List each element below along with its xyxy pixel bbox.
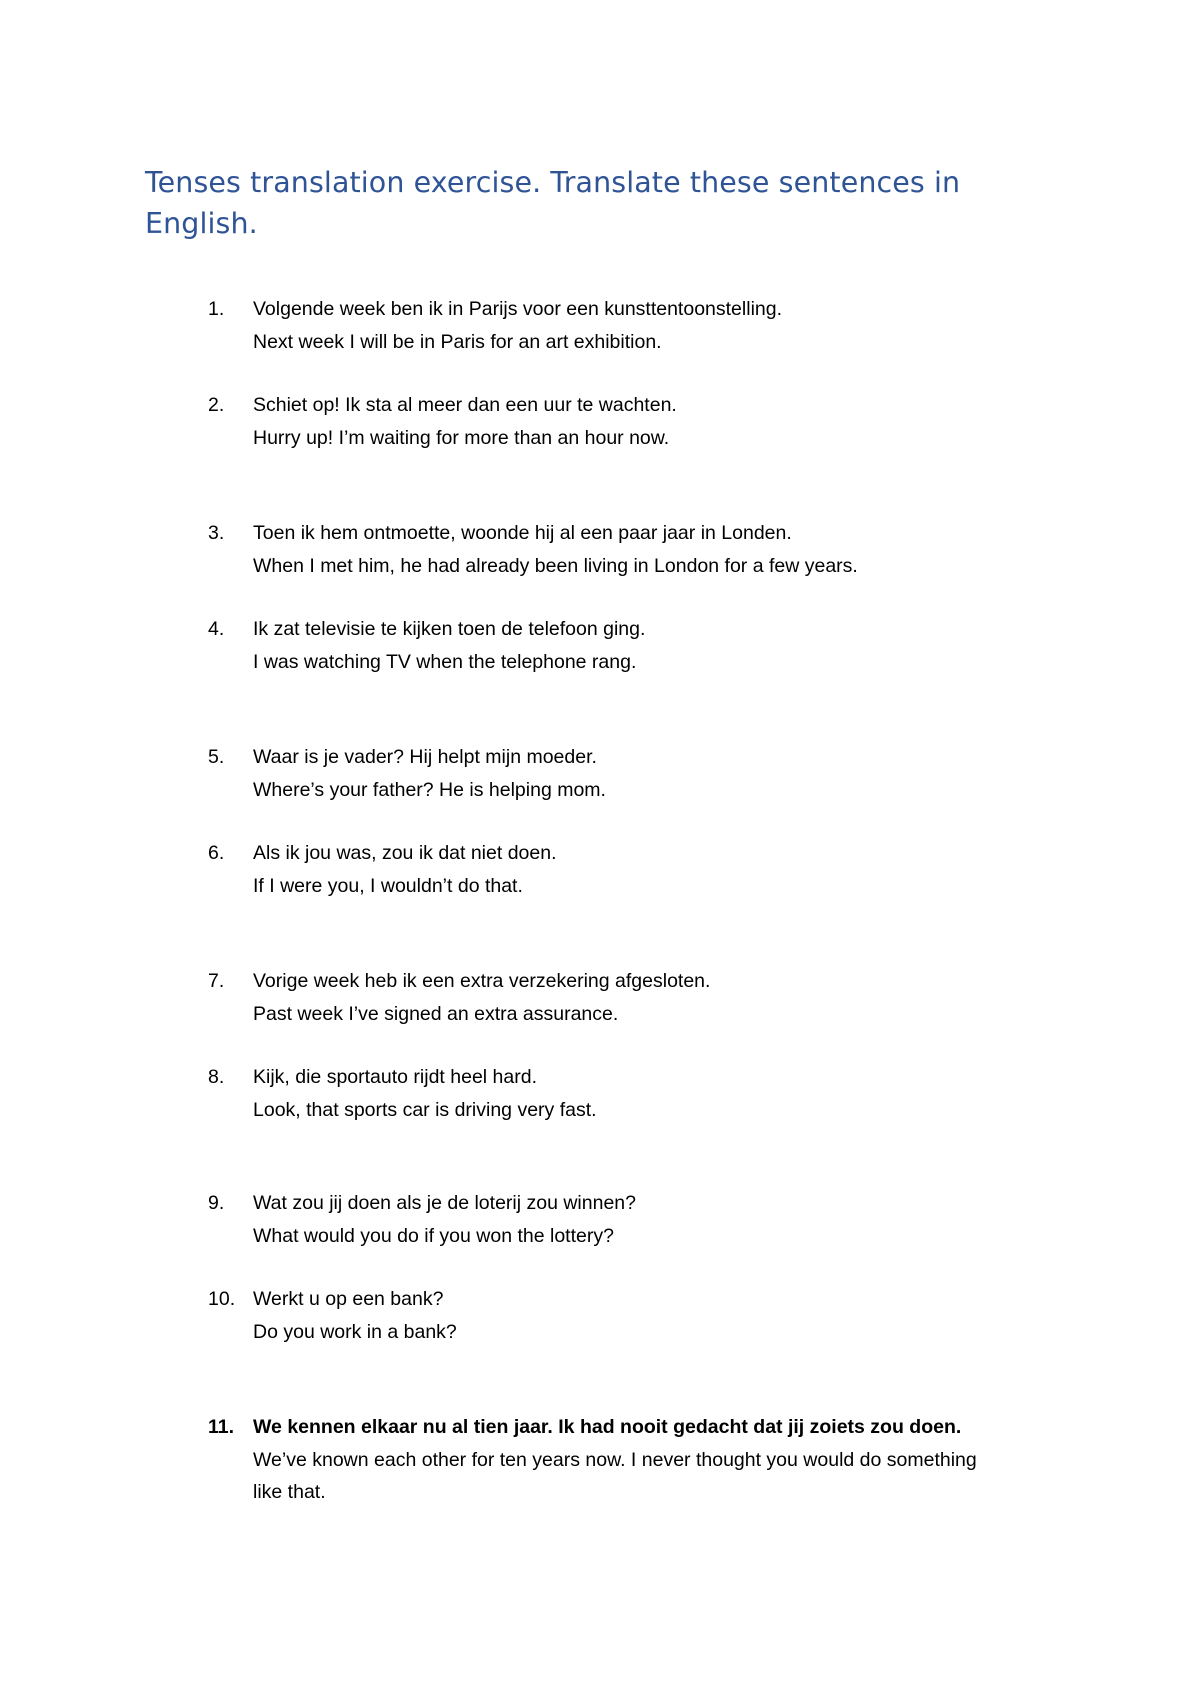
dutch-sentence: Werkt u op een bank? (253, 1288, 444, 1310)
item-number: 1. (208, 298, 225, 320)
dutch-sentence: Vorige week heb ik een extra verzekering afgesloten. (253, 970, 711, 992)
dutch-sentence: Volgende week ben ik in Parijs voor een kunsttentoonstelling. (253, 298, 783, 320)
item-number: 5. (208, 746, 225, 768)
dutch-sentence: Schiet op! Ik sta al meer dan een uur te wachten. (253, 394, 677, 416)
dutch-sentence: We kennen elkaar nu al tien jaar. Ik had nooit gedacht dat jij zoiets zou doen. (253, 1416, 962, 1438)
english-translation: We’ve known each other for ten years now. I never thought you would do something like that. (253, 1448, 977, 1503)
dutch-sentence: Toen ik hem ontmoette, woonde hij al een paar jaar in Londen. (253, 522, 792, 544)
item-number: 7. (208, 970, 225, 992)
english-translation: Do you work in a bank? (253, 1320, 457, 1343)
english-translation: What would you do if you won the lottery? (253, 1224, 614, 1247)
item-number: 10. (208, 1288, 236, 1310)
item-number: 6. (208, 842, 225, 864)
dutch-sentence: Wat zou jij doen als je de loterij zou winnen? (253, 1192, 636, 1214)
dutch-sentence: Kijk, die sportauto rijdt heel hard. (253, 1066, 537, 1088)
dutch-sentence: Waar is je vader? Hij helpt mijn moeder. (253, 746, 597, 768)
item-number: 3. (208, 522, 225, 544)
item-number: 8. (208, 1066, 225, 1088)
item-number: 4. (208, 618, 225, 640)
dutch-sentence: Als ik jou was, zou ik dat niet doen. (253, 842, 557, 864)
english-translation: Hurry up! I’m waiting for more than an hour now. (253, 426, 670, 449)
english-translation: Past week I’ve signed an extra assurance. (253, 1002, 619, 1025)
english-translation: Where’s your father? He is helping mom. (253, 778, 606, 801)
english-translation: If I were you, I wouldn’t do that. (253, 874, 523, 897)
item-number: 2. (208, 394, 225, 416)
english-translation: I was watching TV when the telephone rang. (253, 650, 637, 673)
english-translation: Next week I will be in Paris for an art exhibition. (253, 330, 662, 353)
english-translation: When I met him, he had already been living in London for a few years. (253, 554, 858, 577)
item-number: 9. (208, 1192, 225, 1214)
document-title: Tenses translation exercise. Translate these sentences in English. (145, 166, 961, 240)
english-translation: Look, that sports car is driving very fast. (253, 1098, 597, 1121)
item-number: 11. (208, 1416, 235, 1438)
dutch-sentence: Ik zat televisie te kijken toen de telefoon ging. (253, 618, 646, 640)
